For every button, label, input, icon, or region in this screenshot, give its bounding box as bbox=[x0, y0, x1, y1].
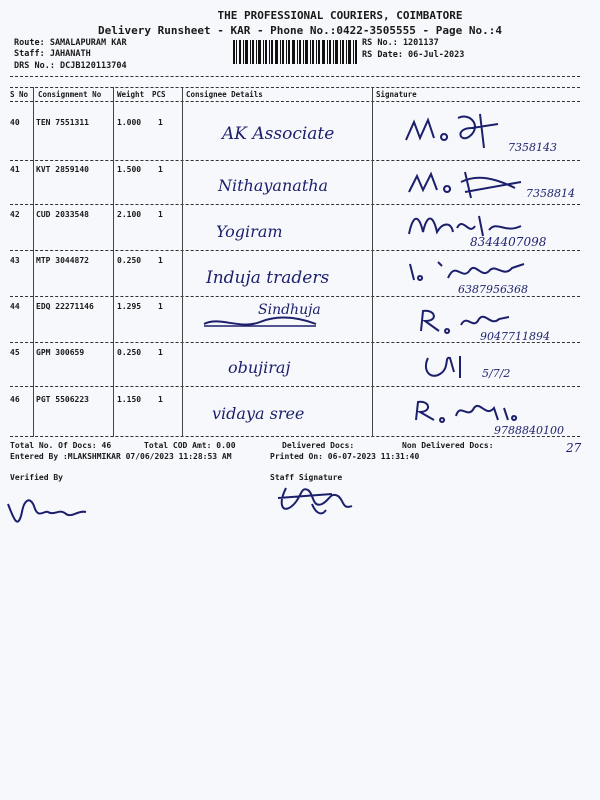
signature-scribble bbox=[420, 350, 480, 384]
row-phone-handwritten: 6387956368 bbox=[458, 283, 528, 296]
row-consignee-handwritten: AK Associate bbox=[222, 124, 335, 144]
runsheet-subtitle: Delivery Runsheet - KAR - Phone No.:0422-3505555 - Page No.:4 bbox=[98, 24, 502, 37]
rs-number: RS No.: 1201137 bbox=[362, 38, 439, 48]
col-header-consignment: Consignment No bbox=[38, 90, 102, 99]
total-cod: Total COD Amt: 0.00 bbox=[144, 441, 236, 450]
row-consignee-handwritten: vidaya sree bbox=[212, 404, 305, 423]
non-delivered-value: 27 bbox=[566, 441, 582, 455]
row-sno: 43 bbox=[10, 256, 20, 265]
verified-by-label: Verified By bbox=[10, 473, 63, 482]
row-weight: 1.000 bbox=[117, 118, 142, 127]
row-pcs: 1 bbox=[158, 395, 163, 404]
row-weight: 1.295 bbox=[117, 302, 142, 311]
divider bbox=[10, 296, 580, 297]
rs-date: RS Date: 06-Jul-2023 bbox=[362, 50, 465, 60]
signature-scribble bbox=[415, 305, 525, 335]
row-sno: 46 bbox=[10, 395, 20, 404]
signature-scribble bbox=[400, 108, 510, 152]
column-rule bbox=[113, 87, 114, 437]
row-consignee-handwritten: Yogiram bbox=[216, 222, 283, 241]
signature-scribble bbox=[400, 256, 530, 286]
signature-scribble bbox=[408, 396, 528, 426]
company-title: THE PROFESSIONAL COURIERS, COIMBATORE bbox=[217, 9, 463, 22]
printed-on: Printed On: 06-07-2023 11:31:40 bbox=[270, 452, 420, 461]
row-phone-handwritten: 5/7/2 bbox=[482, 367, 511, 380]
row-weight: 1.150 bbox=[117, 395, 142, 404]
row-consignee-handwritten: Sindhuja bbox=[258, 302, 321, 318]
signature-scribble bbox=[405, 210, 525, 240]
staff-signature bbox=[272, 480, 372, 520]
delivered-docs: Delivered Docs: bbox=[282, 441, 355, 450]
total-docs: Total No. Of Docs: 46 bbox=[10, 441, 112, 450]
row-phone-handwritten: 9047711894 bbox=[480, 330, 550, 343]
column-rule bbox=[182, 87, 183, 437]
row-consignment: TEN 7551311 bbox=[36, 118, 89, 127]
barcode-icon bbox=[233, 40, 357, 64]
row-consignee-handwritten: obujiraj bbox=[228, 358, 291, 377]
row-pcs: 1 bbox=[158, 210, 163, 219]
row-phone-handwritten: 7358814 bbox=[526, 187, 575, 200]
verified-signature bbox=[4, 490, 94, 534]
row-consignment: CUD 2033548 bbox=[36, 210, 89, 219]
staff-label: Staff: JAHANATH bbox=[14, 49, 91, 59]
col-header-consignee: Consignee Details bbox=[186, 90, 263, 99]
row-pcs: 1 bbox=[158, 302, 163, 311]
divider bbox=[10, 160, 580, 161]
drs-number: DRS No.: DCJB120113704 bbox=[14, 61, 127, 71]
divider bbox=[10, 87, 580, 88]
col-header-signature: Signature bbox=[376, 90, 417, 99]
col-header-weight: Weight bbox=[117, 90, 145, 99]
row-consignment: KVT 2859140 bbox=[36, 165, 89, 174]
row-sno: 40 bbox=[10, 118, 20, 127]
column-rule bbox=[372, 87, 373, 437]
column-rule bbox=[33, 87, 34, 437]
row-sno: 41 bbox=[10, 165, 20, 174]
row-weight: 0.250 bbox=[117, 256, 142, 265]
staff-signature-label: Staff Signature bbox=[270, 473, 343, 482]
row-consignment: EDQ 22271146 bbox=[36, 302, 94, 311]
row-consignee-handwritten: Nithayanatha bbox=[218, 176, 329, 195]
row-pcs: 1 bbox=[158, 348, 163, 357]
row-pcs: 1 bbox=[158, 118, 163, 127]
divider bbox=[10, 250, 580, 251]
row-phone-handwritten: 7358143 bbox=[508, 141, 557, 154]
row-phone-handwritten: 8344407098 bbox=[470, 235, 547, 249]
divider bbox=[10, 76, 580, 77]
row-weight: 1.500 bbox=[117, 165, 142, 174]
route-label: Route: SAMALAPURAM KAR bbox=[14, 38, 127, 48]
signature-scribble bbox=[405, 168, 525, 204]
row-sno: 42 bbox=[10, 210, 20, 219]
entered-by: Entered By :MLAKSHMIKAR 07/06/2023 11:28:53 AM bbox=[10, 452, 232, 461]
row-consignment: MTP 3044872 bbox=[36, 256, 89, 265]
non-delivered-docs: Non Delivered Docs: bbox=[402, 441, 494, 450]
row-pcs: 1 bbox=[158, 256, 163, 265]
row-weight: 2.100 bbox=[117, 210, 142, 219]
divider bbox=[10, 386, 580, 387]
row-consignee-handwritten: Induja traders bbox=[206, 268, 330, 288]
strikethrough-scribble bbox=[200, 314, 320, 330]
row-consignment: GPM 300659 bbox=[36, 348, 85, 357]
row-sno: 45 bbox=[10, 348, 20, 357]
row-phone-handwritten: 9788840100 bbox=[494, 424, 564, 437]
divider bbox=[10, 101, 580, 102]
row-weight: 0.250 bbox=[117, 348, 142, 357]
row-consignment: PGT 5506223 bbox=[36, 395, 89, 404]
col-header-sno: S No bbox=[10, 90, 29, 99]
row-pcs: 1 bbox=[158, 165, 163, 174]
divider bbox=[10, 204, 580, 205]
col-header-pcs: PCS bbox=[152, 90, 166, 99]
row-sno: 44 bbox=[10, 302, 20, 311]
